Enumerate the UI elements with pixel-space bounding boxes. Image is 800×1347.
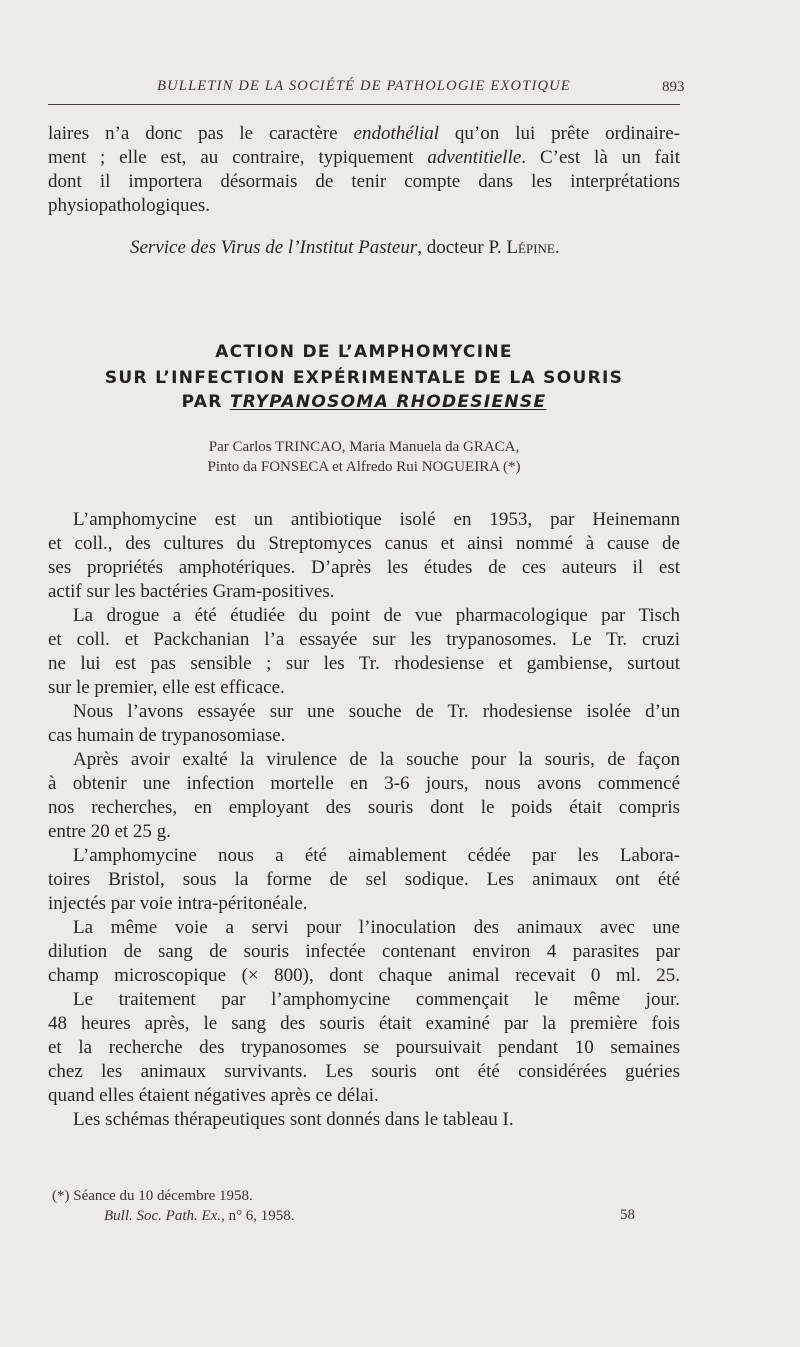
header-rule [48,104,680,105]
text-line: nos recherches, en employant des souris dont le poids était compris [48,797,680,818]
article-title-line: PAR TRYPANOSOMA RHODESIENSE [181,392,547,412]
text-line: Les schémas thérapeutiques sont donnés dans le tableau I. [73,1109,514,1130]
text-line: et la recherche des trypanosomes se poursuivait pendant 10 semaines [48,1037,680,1058]
text-line: 48 heures après, le sang des souris était examiné par la première fois [48,1013,680,1034]
text-line: ne lui est pas sensible ; sur les Tr. rhodesiense et gambiense, surtout [48,653,680,674]
running-title: BULLETIN DE LA SOCIÉTÉ DE PATHOLOGIE EXOTIQUE [157,78,571,94]
text-line: et coll., des cultures du Streptomyces canus et ainsi nommé à cause de [48,533,680,554]
text-line: Après avoir exalté la virulence de la souche pour la souris, de façon [73,749,680,770]
text-line: L’amphomycine est un antibiotique isolé en 1953, par Heinemann [73,509,680,530]
text-line: Nous l’avons essayée sur une souche de Tr. rhodesiense isolée d’un [73,701,680,722]
text-line: La même voie a servi pour l’inoculation des animaux avec une [73,917,680,938]
footnote: (*) Séance du 10 décembre 1958. [52,1188,253,1204]
text-line: injectés par voie intra-péritonéale. [48,893,308,914]
text-line: L’amphomycine nous a été aimablement cédée par les Labora- [73,845,680,866]
text-line: à obtenir une infection mortelle en 3-6 jours, nous avons commencé [48,773,680,794]
text-line: cas humain de trypanosomiase. [48,725,286,746]
text-line: Le traitement par l’amphomycine commençait le même jour. [73,989,680,1010]
page-number: 893 [662,79,685,95]
text-line: actif sur les bactéries Gram-positives. [48,581,335,602]
text-line: physiopathologiques. [48,195,211,216]
article-title-line: SUR L’INFECTION EXPÉRIMENTALE DE LA SOURIS [104,368,624,388]
text-line: ses propriétés amphotériques. D’après les études de ces auteurs il est [48,557,680,578]
text-line: toires Bristol, sous la forme de sel sodique. Les animaux ont été [48,869,680,890]
authors-line: Pinto da FONSECA et Alfredo Rui NOGUEIRA (*) [207,459,521,475]
authors-line: Par Carlos TRINCAO, Maria Manuela da GRACA, [208,439,520,455]
text-line: champ microscopique (× 800), dont chaque animal recevait 0 ml. 25. [48,965,680,986]
sheet-number: 58 [620,1207,635,1223]
text-line: laires n’a donc pas le caractère endothélial qu’on lui prête ordinaire- [48,123,680,144]
text-line: quand elles étaient négatives après ce délai. [48,1085,379,1106]
text-line: entre 20 et 25 g. [48,821,171,842]
text-line: ment ; elle est, au contraire, typiquement adventitielle. C’est là un fait [48,147,680,168]
article-body [48,508,680,1132]
text-line: dont il importera désormais de tenir compte dans les interprétations [48,171,680,192]
previous-article-conclusion [48,122,680,218]
article-title-line: ACTION DE L’AMPHOMYCINE [215,342,513,362]
text-line: La drogue a été étudiée du point de vue pharmacologique par Tisch [73,605,680,626]
previous-article-signature: Service des Virus de l’Institut Pasteur, docteur P. Lépine. [130,237,560,258]
journal-citation: Bull. Soc. Path. Ex., n° 6, 1958. [104,1208,295,1224]
text-line: chez les animaux survivants. Les souris ont été considérées guéries [48,1061,680,1082]
species-name: TRYPANOSOMA RHODESIENSE [229,392,547,412]
text-line: sur le premier, elle est efficace. [48,677,285,698]
text-line: et coll. et Packchanian l’a essayée sur les trypanosomes. Le Tr. cruzi [48,629,680,650]
text-line: dilution de sang de souris infectée contenant environ 4 parasites par [48,941,680,962]
